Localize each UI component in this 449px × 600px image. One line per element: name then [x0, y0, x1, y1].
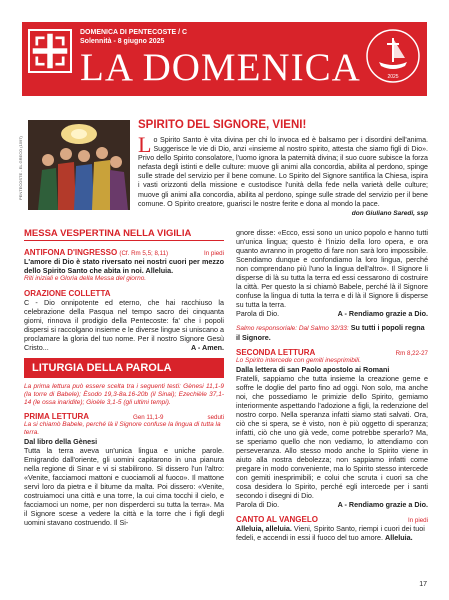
antiphon-heading	[24, 248, 224, 257]
word-label-1: Parola di Dio.	[236, 309, 280, 318]
first-reading-book: Dal libro della Gènesi	[24, 437, 98, 446]
article-author: don Giuliano Saredi, ssp	[351, 209, 428, 217]
word-resp-2: A - Rendiamo grazie a Dio.	[337, 500, 428, 509]
second-reading-book: Dalla lettera di san Paolo apostolo ai Romani	[236, 365, 390, 374]
gospel-verse: Vieni, Spirito Santo, riempi i cuori dei tuoi fedeli, e accendi in essi il fuoco del tuo amore.	[236, 524, 425, 542]
pentecost-painting	[28, 120, 130, 210]
gospel-heading	[236, 515, 428, 524]
word-response-2	[236, 500, 428, 509]
antiphon-posture: In piedi	[204, 250, 224, 257]
antiphon-ref: (Cf. Rm 5,5; 8,11)	[119, 250, 169, 257]
first-reading-ref: Gen 11,1-9	[133, 414, 164, 421]
liturgy-date: Solennità - 8 giugno 2025	[80, 38, 165, 45]
first-reading	[24, 412, 224, 527]
first-reading-text: Tutta la terra aveva un'unica lingua e uniche parole. Emigrando dall'oriente, gli uomini capitarono in una pianura nella regione di Sinar e vi si stabilirono. Si dissero l'un l'altro: «Venite, facciamoci mattoni e cuociamoli al fuoco». Il mattone servì loro da pietra e il bitume da malta. Poi dissero: «Venite, costruiamoci una città e una torre, la cui cima tocchi il cielo, e facciamoci un nome, per non disperderci su tutta la terra». Ma il Signore scese a vedere la città e la torre che i figli degli uomini stavano costruendo. Il Si-	[24, 446, 224, 527]
first-reading-posture: seduti	[207, 414, 224, 421]
collect-amen: A - Amen.	[190, 343, 224, 352]
second-reading	[236, 348, 428, 509]
article-dropcap: L	[138, 132, 152, 157]
second-reading-title: SECONDA LETTURA	[236, 348, 316, 357]
collect	[24, 289, 224, 352]
word-response-1	[236, 309, 428, 318]
collect-body: C - Dio onnipotente ed eterno, che hai racchiuso la celebrazione della Pasqua nel tempo sacro dei cinquanta giorni, rinnova il prodigio della Pentecoste: fa' che i popoli dispersi si raccolgano insieme e le diverse lingue si uniscano a proclamare la gloria del tuo nome. Per il nostro Signore Gesù Cristo...	[24, 298, 224, 352]
first-reading-title: PRIMA LETTURA	[24, 412, 90, 421]
vigil-heading: MESSA VESPERTINA NELLA VIGILIA	[24, 228, 224, 241]
collect-title: ORAZIONE COLLETTA	[24, 289, 111, 298]
antiphon-rubric: Riti iniziali e Gloria della Messa del giorno.	[24, 275, 147, 282]
masthead	[22, 22, 427, 96]
second-reading-ref: Rm 8,22-27	[395, 350, 428, 357]
gospel-alleluia-a: Alleluia, alleluia.	[236, 524, 292, 533]
right-column	[236, 228, 428, 542]
article-text: o Spirito Santo è vita divina per chi lo invoca ed è balsamo per i disordini dell'anima. Suggerisce le vie di Dio, anzi «insieme al nostro spirito, attesta che siamo figli di Dio». Privo dello Spirito consolatore, l'uomo ignora la paternità divina; il suo cuore subisce la forza nefasta degli istinti e delle culture: muove gli animi alla concordia, abilita al perdono, spinge sulle strade del servizio per il bene comune. Lo Spirito del Signore santifica la Chiesa, ispira i vasti orizzonti della missione e custodisce l'unità della fede nella varietà delle culture; muove gli animi alla concordia, abilita al perdono, spinge sulle strade del servizio per il bene comune. O Spirito creatore, guarisci le nostre ferite e dona al mondo la pace.	[138, 136, 428, 208]
gospel-acclamation	[236, 515, 428, 542]
painting-credit: PENTECOSTE - EL GRECO (1597)	[18, 136, 23, 200]
liturgy-banner: LITURGIA DELLA PAROLA	[24, 358, 224, 378]
seal-year: 2025	[387, 74, 399, 80]
choice-rubric: La prima lettura può essere scelta tra i seguenti testi: Gènesi 11,1-9 (la torre di Babele); Èsodo 19,3-8a.16-20b (il Sinai); Ezechièle 37,1-14 (le ossa inaridite); Gioèle 3,1-5 (gli ultimi tempi).	[24, 383, 224, 406]
masthead-title: LA DOMENICA	[80, 46, 361, 89]
entrance-antiphon	[24, 248, 224, 283]
psalm-response: Su tutti i popoli regna il Signore.	[236, 323, 425, 342]
jubilee-seal-icon	[365, 28, 421, 84]
liturgy-info	[80, 28, 187, 46]
psalm	[236, 323, 428, 342]
gospel-posture: In piedi	[408, 517, 428, 524]
first-reading-rubric: La si chiamò Babele, perché là il Signore confuse la lingua di tutta la terra.	[24, 421, 221, 436]
antiphon-text: L'amore di Dio è stato riversato nei nostri cuori per mezzo dello Spirito Santo che abita in noi. Alleluia.	[24, 257, 224, 275]
article-body	[138, 132, 428, 218]
first-reading-heading	[24, 412, 224, 421]
gospel-alleluia-b: Alleluia.	[385, 533, 413, 542]
word-resp-1: A - Rendiamo grazie a Dio.	[337, 309, 428, 318]
first-reading-continued: gnore disse: «Ecco, essi sono un unico popolo e hanno tutti un'unica lingua; questo è l'inizio della loro opera, e ora quanto avranno in progetto di fare non sarà loro impossibile. Scendiamo dunque e confondiamo la loro lingua, perché non comprendano più l'uno la lingua dell'altro». Il Signore li disperse di là su tutta la terra ed essi cessarono di costruire la città. Per questo la si chiamò Babele, perché là il Signore confuse la lingua di tutta la terra e di là il Signore li disperse su tutta la terra.	[236, 228, 428, 309]
cross-logo-icon	[28, 29, 72, 73]
second-reading-rubric: Lo Spirito intercede con gemiti inesprimibili.	[236, 357, 362, 364]
word-label-2: Parola di Dio.	[236, 500, 280, 509]
second-reading-text: Fratelli, sappiamo che tutta insieme la creazione geme e soffre le doglie del parto fino ad oggi. Non solo, ma anche noi, che possediamo le primizie dello Spirito, gemiamo interiormente aspettando l'adozione a figli, la redenzione del nostro corpo. Nella speranza infatti siamo stati salvati. Ora, ciò che si spera, se è visto, non è più oggetto di speranza; infatti, ciò che uno già vede, come potrebbe sperarlo? Ma, se speriamo quello che non vediamo, lo attendiamo con perseveranza. Allo stesso modo anche lo Spirito viene in aiuto alla nostra debolezza; non sappiamo infatti come pregare in modo conveniente, ma lo Spirito stesso intercede con gemiti inesprimibili; e colui che scruta i cuori sa che cosa desidera lo Spirito, perché egli intercede per i santi secondo i disegni di Dio.	[236, 374, 428, 500]
page-number: 17	[419, 581, 427, 588]
article-title: SPIRITO DEL SIGNORE, VIENI!	[138, 119, 307, 131]
gospel-title: CANTO AL VANGELO	[236, 515, 318, 524]
second-reading-heading	[236, 348, 428, 357]
psalm-label: Salmo responsoriale: Dal Salmo 32/33:	[236, 325, 349, 332]
collect-text	[24, 298, 224, 352]
liturgy-name: DOMENICA DI PENTECOSTE / C	[80, 29, 188, 36]
gospel-text	[236, 524, 428, 542]
antiphon-title: ANTIFONA D'INGRESSO	[24, 248, 118, 257]
left-column	[24, 228, 224, 527]
